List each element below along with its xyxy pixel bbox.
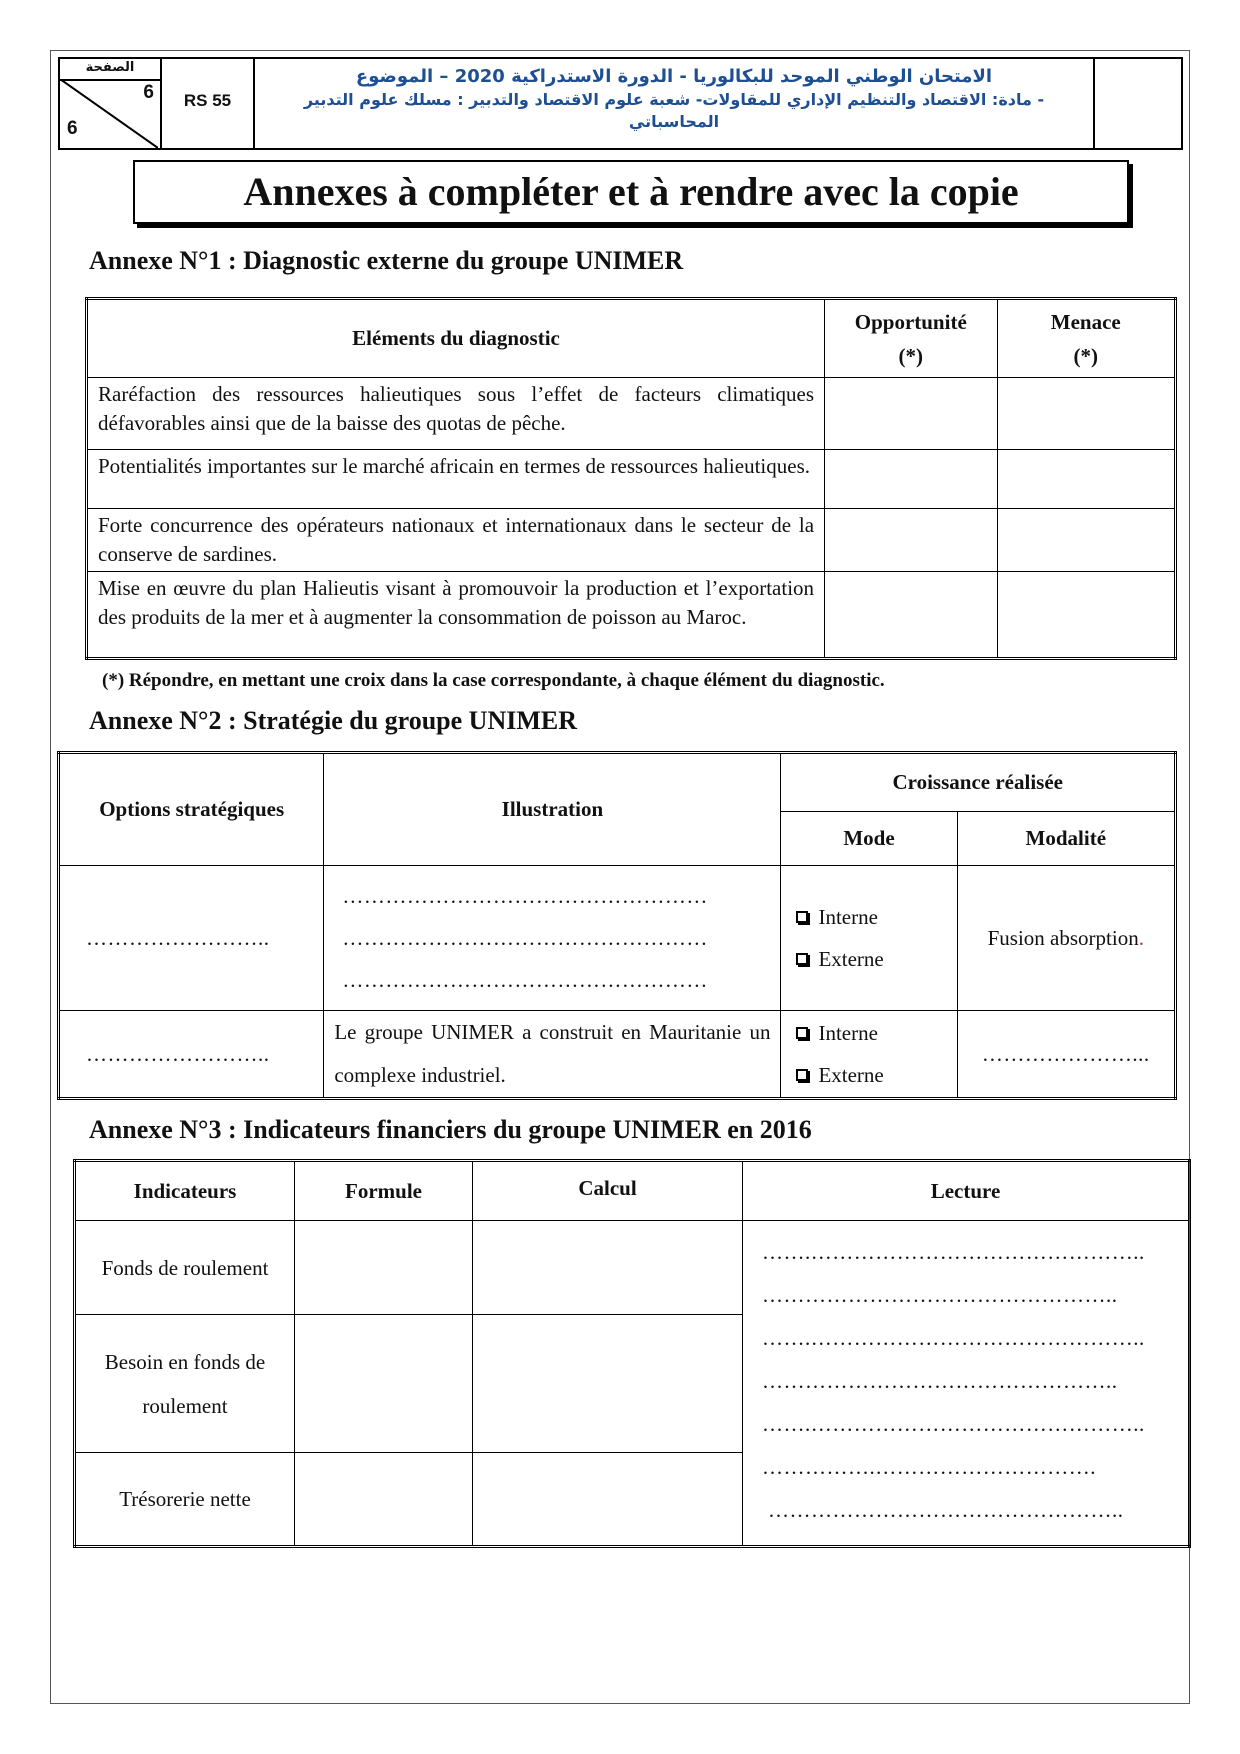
reading-line: ………………………………………….. (762, 1369, 1118, 1393)
reading-line: ………………………………………….. (768, 1498, 1124, 1522)
illustration-blank-1[interactable] (324, 866, 781, 1011)
col-header-options: Options stratégiques (59, 753, 324, 866)
reading-line: …………….…………………………. (762, 1455, 1096, 1479)
threat-marker: (*) (1073, 343, 1098, 368)
annex3-title: Annexe N°3 : Indicateurs financiers du groupe UNIMER en 2016 (89, 1115, 812, 1144)
reading-line: …….……………………………………….. (762, 1326, 1145, 1350)
col-header-growth: Croissance réalisée (781, 753, 1176, 812)
option-blank-1[interactable]: …………………….. (59, 866, 324, 1011)
col-header-modality: Modalité (957, 812, 1175, 866)
reading-line: …….……………………………………….. (762, 1240, 1145, 1264)
modality-blank-2[interactable]: …………………... (957, 1011, 1175, 1099)
modality-period: . (1138, 925, 1144, 950)
diagnostic-element-4: Mise en œuvre du plan Halieutis visant à promouvoir la production et l’exportation des produits de la mer et à augmenter la consommation de poisson au Maroc. (87, 572, 825, 659)
annex1-instruction-note: (*) Répondre, en mettant une croix dans la case correspondante, à chaque élément du diagnostic. (102, 670, 885, 691)
page-number-box (60, 59, 162, 148)
calc-cell-2[interactable] (473, 1315, 743, 1453)
col-header-indicators: Indicateurs (75, 1161, 295, 1221)
checkbox-label: Externe (818, 1063, 884, 1087)
page-label: الصفحة (60, 59, 160, 81)
formula-cell-2[interactable] (295, 1315, 473, 1453)
col-header-threat (997, 299, 1176, 378)
checkbox-label: Interne (818, 905, 878, 929)
col-header-formula: Formule (295, 1161, 473, 1221)
opportunity-cell-2[interactable] (825, 450, 997, 509)
col-header-illustration: Illustration (324, 753, 781, 866)
exam-title (255, 59, 1095, 148)
threat-cell-2[interactable] (997, 450, 1176, 509)
modality-value: Fusion absorption (987, 925, 1139, 950)
opportunity-marker: (*) (898, 343, 924, 368)
checkbox-label: Externe (818, 947, 884, 971)
indicator-net-treasury: Trésorerie nette (75, 1453, 295, 1547)
reading-line: …….……………………………………….. (762, 1412, 1145, 1436)
mode-cell-1 (781, 866, 957, 1011)
formula-cell-1[interactable] (295, 1221, 473, 1315)
threat-label: Menace (1050, 309, 1121, 334)
indicator-working-capital: Fonds de roulement (75, 1221, 295, 1315)
exam-title-line2: - مادة: الاقتصاد والتنظيم الإداري للمقاولات- شعبة علوم الاقتصاد والتدبير : مسلك علوم التدبير المحاسباتي (303, 90, 1045, 131)
opportunity-cell-4[interactable] (825, 572, 997, 659)
checkbox-external-1[interactable] (782, 938, 955, 980)
threat-cell-1[interactable] (997, 378, 1176, 450)
col-header-elements: Eléments du diagnostic (87, 299, 825, 378)
header-empty-cell (1095, 59, 1181, 148)
diagnostic-element-1: Raréfaction des ressources halieutiques sous l’effet de facteurs climatiques défavorables ainsi que de la baisse des quotas de pêche. (87, 378, 825, 450)
option-blank-2[interactable]: …………………….. (59, 1011, 324, 1099)
illustration-line: …………………………………………… (342, 884, 708, 908)
page-total: 6 (67, 118, 78, 139)
reading-line: ………………………………………….. (762, 1283, 1118, 1307)
col-header-reading: Lecture (743, 1161, 1190, 1221)
checkbox-icon (796, 953, 808, 965)
threat-cell-3[interactable] (997, 509, 1176, 572)
checkbox-icon (796, 1027, 808, 1039)
annex1-table (85, 297, 1177, 660)
exam-title-line1: الامتحان الوطني الموحد للبكالوريا - الدورة الاستدراكية 2020 – الموضوع (355, 66, 993, 87)
checkbox-icon (796, 911, 808, 923)
exam-code: RS 55 (162, 59, 255, 148)
annex2-table (57, 751, 1177, 1100)
illustration-line: …………………………………………… (342, 926, 708, 950)
diagnostic-element-2: Potentialités importantes sur le marché africain en termes de ressources halieutiques. (87, 450, 825, 509)
page-current: 6 (143, 82, 154, 103)
opportunity-cell-3[interactable] (825, 509, 997, 572)
formula-cell-3[interactable] (295, 1453, 473, 1547)
reading-cell[interactable] (743, 1221, 1190, 1547)
threat-cell-4[interactable] (997, 572, 1176, 659)
checkbox-label: Interne (818, 1021, 878, 1045)
annex2-title: Annexe N°2 : Stratégie du groupe UNIMER (89, 706, 578, 735)
checkbox-internal-1[interactable] (782, 896, 955, 938)
checkbox-external-2[interactable] (782, 1054, 955, 1096)
checkbox-icon (796, 1069, 808, 1081)
mode-cell-2 (781, 1011, 957, 1099)
indicator-working-capital-need: Besoin en fonds de roulement (75, 1315, 295, 1453)
checkbox-internal-2[interactable] (782, 1012, 955, 1054)
opportunity-cell-1[interactable] (825, 378, 997, 450)
col-header-opportunity (825, 299, 997, 378)
page-title: Annexes à compléter et à rendre avec la copie (133, 160, 1129, 224)
annex3-table (73, 1159, 1191, 1548)
calc-cell-3[interactable] (473, 1453, 743, 1547)
modality-cell-1 (957, 866, 1175, 1011)
opportunity-label: Opportunité (854, 309, 967, 334)
illustration-line: …………………………………………… (342, 968, 708, 992)
annex1-title: Annexe N°1 : Diagnostic externe du groupe UNIMER (89, 246, 684, 275)
calc-cell-1[interactable] (473, 1221, 743, 1315)
illustration-text-2: Le groupe UNIMER a construit en Mauritanie un complexe industriel. (324, 1011, 781, 1099)
col-header-mode: Mode (781, 812, 957, 866)
exam-header (58, 57, 1183, 150)
diagnostic-element-3: Forte concurrence des opérateurs nationaux et internationaux dans le secteur de la conserve de sardines. (87, 509, 825, 572)
col-header-calc: Calcul (473, 1161, 743, 1221)
